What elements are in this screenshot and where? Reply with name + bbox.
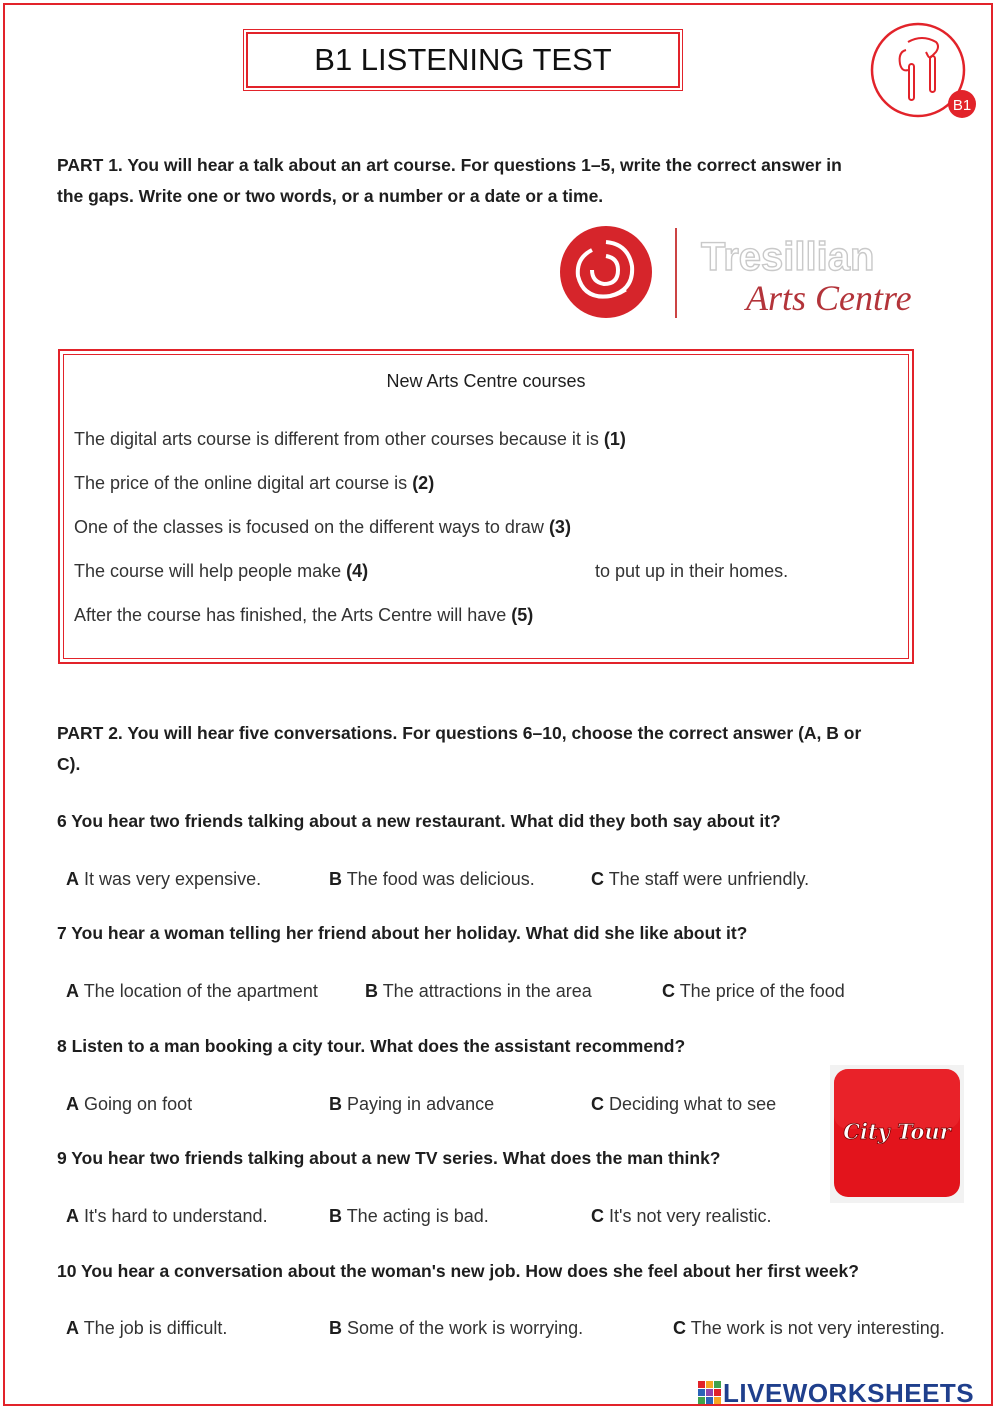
option-letter: C [591,1206,604,1226]
gap-number: (5) [511,605,534,625]
option-7c[interactable] [662,981,845,1002]
option-letter: C [673,1318,686,1338]
option-text: The location of the apartment [83,981,318,1001]
option-text: The staff were unfriendly. [608,869,810,889]
option-text: It was very expensive. [84,869,262,889]
badge-label: B1 [952,97,972,114]
option-letter: A [66,1206,79,1226]
option-text: The work is not very interesting. [690,1318,945,1338]
logo-name: Tresillian [701,235,875,279]
option-letter: B [329,869,342,889]
part1-line2: the gaps. Write one or two words, or a number or a date or a time. [57,186,604,206]
rose-icon [560,226,652,318]
question-7: 7 You hear a woman telling her friend about her holiday. What did she like about it? [57,923,748,943]
option-letter: C [662,981,675,1001]
liveworksheets-logo[interactable] [697,1376,974,1410]
option-letter: A [66,1094,79,1114]
course-line-text: The course will help people make [74,561,347,581]
course-line-5 [74,605,533,626]
logo-tagline: Arts Centre [746,278,912,318]
option-8a[interactable] [66,1094,192,1115]
tresillian-logo [556,222,926,322]
part2-instructions [57,718,861,780]
option-6a[interactable] [66,869,261,890]
option-letter: B [329,1206,342,1226]
course-line-text: After the course has finished, the Arts Centre will have [74,605,512,625]
option-letter: B [329,1318,342,1338]
option-letter: B [365,981,378,1001]
option-9a[interactable] [66,1206,268,1227]
liveworksheets-icon [697,1379,723,1407]
course-line-2 [74,473,434,494]
part1-instructions [57,150,842,212]
city-tour-image [830,1065,964,1203]
courses-box [58,349,914,664]
option-6c[interactable] [591,869,809,890]
option-letter: A [66,1318,79,1338]
option-text: It's hard to understand. [84,1206,268,1226]
gap-number: (1) [603,429,626,449]
option-text: The job is difficult. [83,1318,228,1338]
option-letter: C [591,1094,604,1114]
option-text: Going on foot [84,1094,193,1114]
course-line-text: One of the classes is focused on the different ways to draw [74,517,549,537]
part1-line1: PART 1. You will hear a talk about an art course. For questions 1–5, write the correct answer in [57,155,842,175]
question-8: 8 Listen to a man booking a city tour. What does the assistant recommend? [57,1036,686,1056]
option-10b[interactable] [329,1318,583,1339]
option-10c[interactable] [673,1318,945,1339]
courses-title: New Arts Centre courses [386,371,586,391]
question-10: 10 You hear a conversation about the woman's new job. How does she feel about her first week? [57,1261,859,1281]
question-6: 6 You hear two friends talking about a new restaurant. What did they both say about it? [57,811,781,831]
option-8c[interactable] [591,1094,776,1115]
part2-line1: PART 2. You will hear five conversations. For questions 6–10, choose the correct answer (A, B or [57,723,862,743]
option-text: The food was delicious. [346,869,535,889]
option-6b[interactable] [329,869,535,890]
option-text: Deciding what to see [609,1094,777,1114]
option-text: The price of the food [679,981,845,1001]
option-letter: B [329,1094,342,1114]
headphones-badge-icon [868,20,980,124]
option-9b[interactable] [329,1206,489,1227]
option-text: It's not very realistic. [609,1206,772,1226]
option-letter: A [66,869,79,889]
option-letter: A [66,981,79,1001]
part2-line2: C). [57,754,81,774]
option-7b[interactable] [365,981,592,1002]
course-line-text: The price of the online digital art course is [74,473,413,493]
option-text: Paying in advance [347,1094,495,1114]
option-letter: C [591,869,604,889]
option-8b[interactable] [329,1094,494,1115]
gap-number: (3) [548,517,571,537]
course-line-1 [74,429,626,450]
gap-number: (2) [412,473,435,493]
question-9: 9 You hear two friends talking about a new TV series. What does the man think? [57,1148,721,1168]
option-7a[interactable] [66,981,318,1002]
course-line-text: The digital arts course is different from other courses because it is [74,429,604,449]
course-line-4 [74,561,368,582]
option-10a[interactable] [66,1318,227,1339]
option-text: Some of the work is worrying. [347,1318,584,1338]
course-line-3 [74,517,571,538]
course-line-4-after: to put up in their homes. [595,561,789,581]
gap-number: (4) [346,561,369,581]
option-9c[interactable] [591,1206,772,1227]
liveworksheets-text: LIVEWORKSHEETS [723,1377,975,1408]
page-title: B1 LISTENING TEST [246,32,680,88]
option-text: The acting is bad. [346,1206,489,1226]
option-text: The attractions in the area [382,981,592,1001]
city-tour-label: City Tour [843,1119,951,1144]
